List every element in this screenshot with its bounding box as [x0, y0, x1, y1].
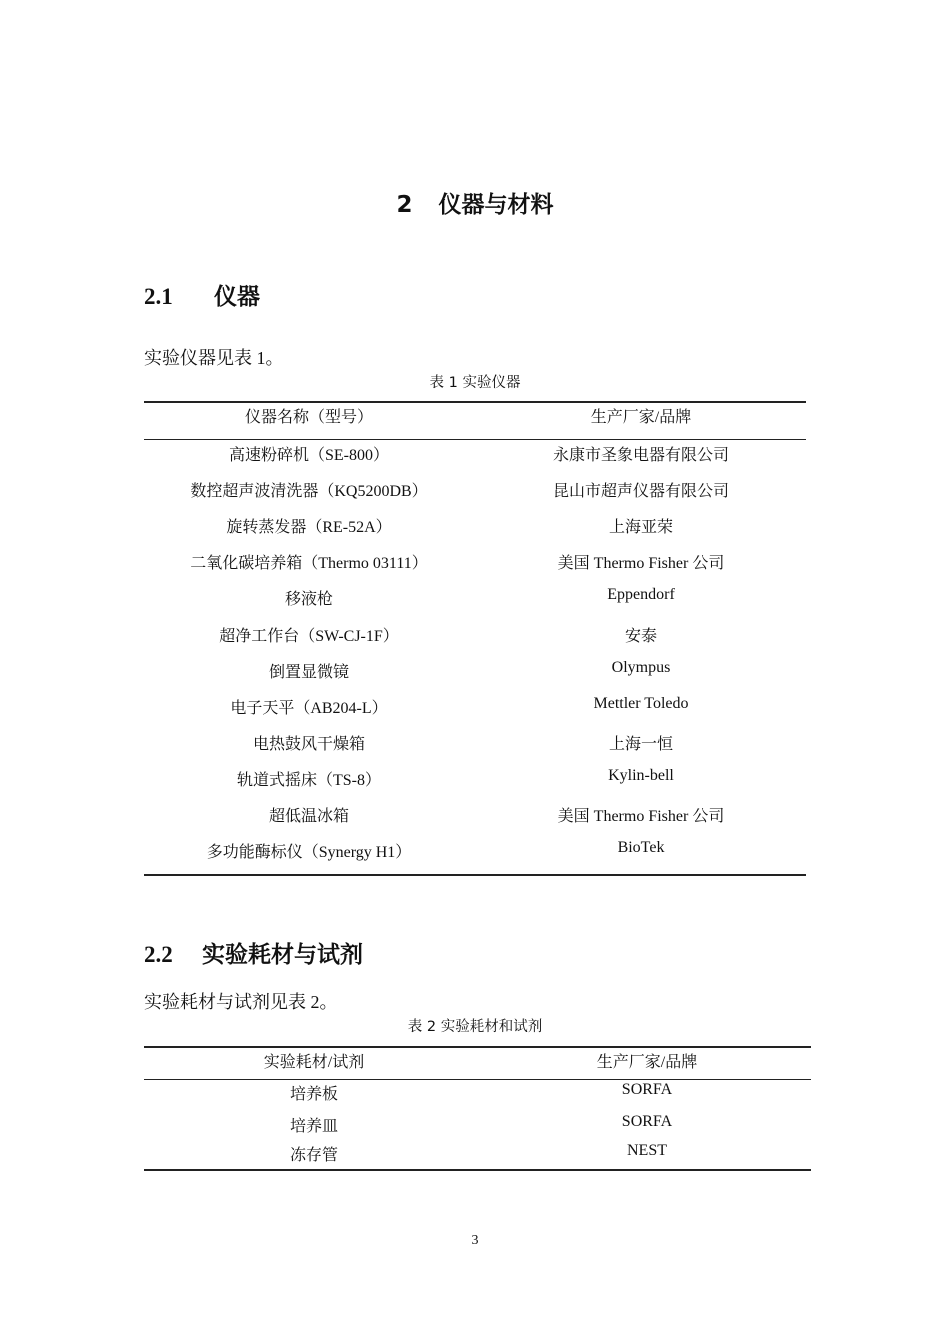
table-cell: 多功能酶标仪（Synergy H1） [206, 844, 412, 862]
table-cell: 超低温冰箱 [268, 808, 349, 825]
table-cell: 培养皿 [289, 1118, 338, 1135]
section-title: 实验耗材与试剂 [202, 942, 363, 968]
table-top-rule [144, 401, 806, 403]
section-number: 2.2 [144, 942, 173, 967]
table-cell: 冻存管 [289, 1147, 338, 1164]
table-cell: 美国 Thermo Fisher 公司 [557, 555, 725, 573]
table-cell: 移液枪 [284, 591, 333, 609]
section-intro-2: 实验耗材与试剂见表 2。 [144, 992, 338, 1012]
table-header-cell: 生产厂家/品牌 [590, 409, 692, 426]
table-caption-2: 表 2 实验耗材和试剂 [407, 1019, 543, 1035]
table-cell: Kylin-bell [608, 766, 674, 784]
table-cell: NEST [627, 1142, 667, 1159]
table-cell: SORFA [621, 1081, 673, 1098]
table-cell: 超净工作台（SW-CJ-1F） [219, 627, 399, 645]
table-caption-1: 表 1 实验仪器 [429, 375, 521, 391]
table-header-cell: 实验耗材/试剂 [263, 1054, 365, 1071]
table-header-rule [144, 1079, 811, 1080]
section-title: 仪器 [214, 284, 260, 310]
table-cell: 培养板 [289, 1086, 338, 1103]
table-cell: 轨道式摇床（TS-8） [236, 771, 381, 789]
chapter-heading [0, 186, 950, 219]
table-cell: 昆山市超声仪器有限公司 [552, 483, 729, 501]
section-heading-2-1 [144, 278, 260, 311]
section-heading-2-2 [144, 936, 363, 969]
page-number: 3 [471, 1233, 479, 1248]
table-header-cell: 仪器名称（型号） [244, 409, 373, 426]
section-number: 2.1 [144, 284, 173, 309]
table-cell: SORFA [621, 1113, 673, 1130]
section-intro-1: 实验仪器见表 1。 [144, 348, 284, 368]
table-cell: 旋转蒸发器（RE-52A） [226, 519, 392, 537]
table-cell: 上海亚荣 [608, 519, 673, 537]
table-bottom-rule [144, 874, 806, 876]
table-cell: 数控超声波清洗器（KQ5200DB） [190, 483, 428, 501]
table-cell: 二氧化碳培养箱（Thermo 03111） [190, 555, 428, 573]
table-cell: BioTek [617, 839, 665, 857]
table-header-cell: 生产厂家/品牌 [596, 1054, 698, 1071]
table-cell: 高速粉碎机（SE-800） [228, 447, 389, 464]
table-bottom-rule [144, 1169, 811, 1171]
table-cell: 上海一恒 [608, 735, 673, 753]
table-cell: 倒置显微镜 [268, 663, 349, 681]
chapter-number: 2 [396, 192, 413, 218]
table-cell: Eppendorf [607, 586, 675, 604]
table-cell: 永康市圣象电器有限公司 [552, 447, 729, 464]
table-cell: Olympus [611, 658, 671, 676]
table-cell: Mettler Toledo [593, 694, 689, 712]
table-header-rule [144, 439, 806, 440]
table-top-rule [144, 1046, 811, 1048]
table-cell: 美国 Thermo Fisher 公司 [557, 808, 725, 825]
table-cell: 安泰 [624, 627, 657, 645]
table-cell: 电子天平（AB204-L） [230, 699, 388, 717]
table-cell: 电热鼓风干燥箱 [252, 735, 365, 753]
chapter-title: 仪器与材料 [438, 192, 554, 218]
